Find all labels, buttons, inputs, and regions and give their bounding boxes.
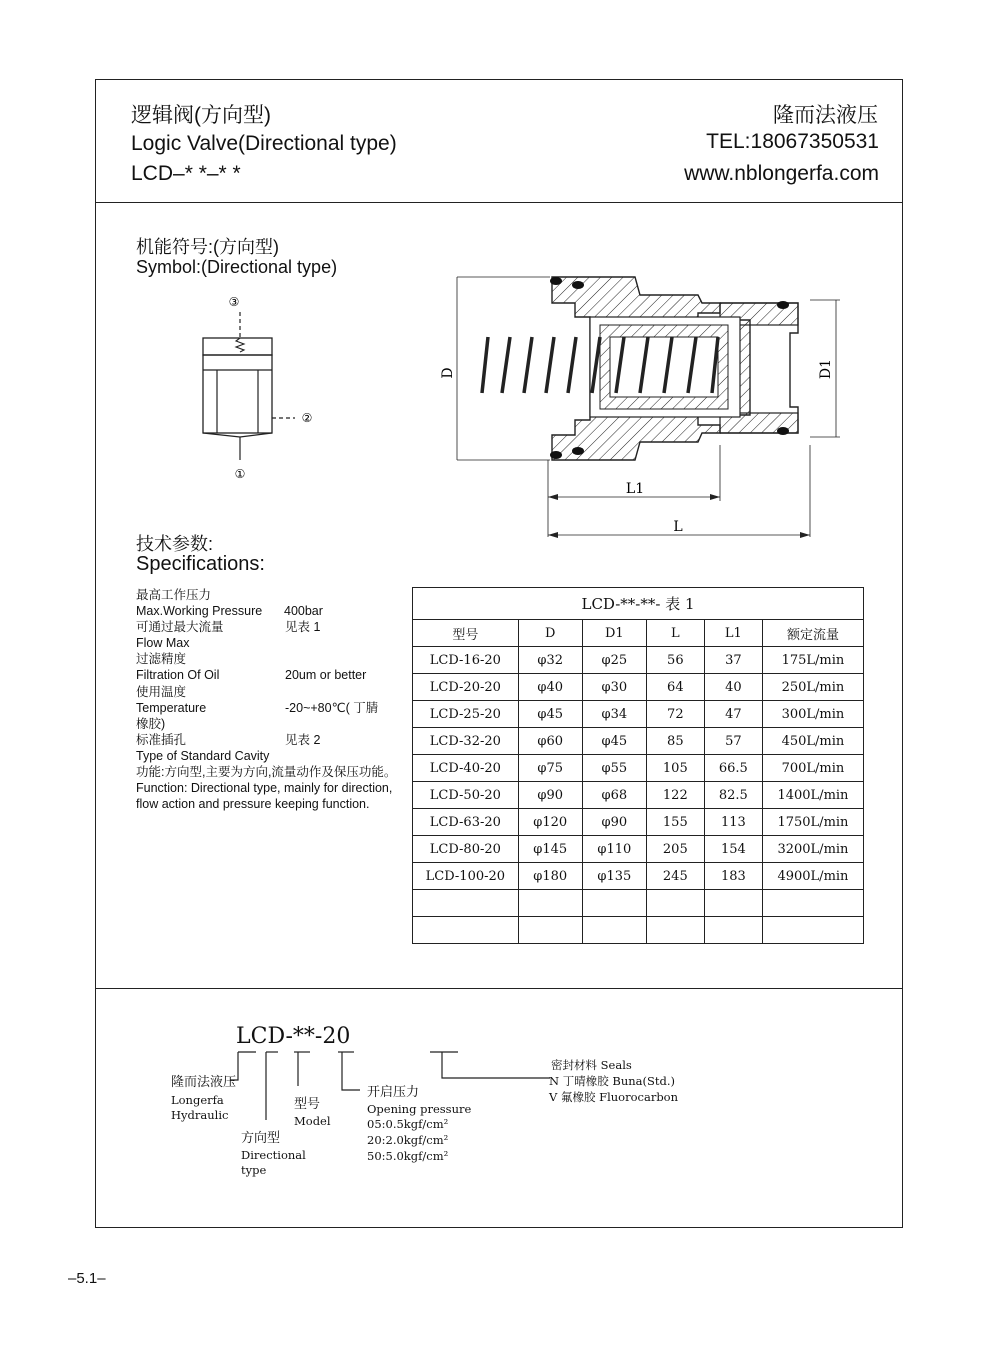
table-row	[413, 728, 864, 755]
table-cell: φ75	[518, 755, 582, 782]
dim-D-label: D	[440, 367, 456, 379]
pressure-option-50: 50:5.0kgf/cm²	[367, 1149, 449, 1163]
table-cell: 82.5	[704, 782, 762, 809]
table-row	[413, 836, 864, 863]
table-cell	[413, 917, 519, 944]
table-cell: 450L/min	[762, 728, 863, 755]
table-cell: φ25	[582, 647, 646, 674]
footer-divider	[95, 988, 903, 989]
table-cell: 37	[704, 647, 762, 674]
table-row	[413, 917, 864, 944]
company-website[interactable]: www.nblongerfa.com	[684, 162, 879, 185]
spec-flow-en: Flow Max	[136, 636, 190, 651]
table-cell: LCD-40-20	[413, 755, 519, 782]
table-cell: 700L/min	[762, 755, 863, 782]
model-code: LCD–* *–* *	[131, 162, 241, 185]
table-cell: φ90	[518, 782, 582, 809]
type-cn: 方向型	[241, 1131, 281, 1146]
table-cell: 47	[704, 701, 762, 728]
table-cell: φ55	[582, 755, 646, 782]
table-cell: 154	[704, 836, 762, 863]
spec-cavity-cn: 标准插孔	[136, 732, 187, 747]
table-cell: LCD-63-20	[413, 809, 519, 836]
spec-pressure-cn: 最高工作压力	[136, 588, 212, 602]
table-cell	[582, 917, 646, 944]
table-cell: φ32	[518, 647, 582, 674]
table-cell: 85	[646, 728, 704, 755]
table-cell	[762, 917, 863, 944]
table-cell: LCD-100-20	[413, 863, 519, 890]
table-cell: 57	[704, 728, 762, 755]
table-row	[413, 809, 864, 836]
table-cell	[582, 890, 646, 917]
table-cell: 1750L/min	[762, 809, 863, 836]
dimension-table	[412, 587, 864, 944]
model-en: Model	[294, 1114, 331, 1128]
table-cell: φ110	[582, 836, 646, 863]
spec-temp-en: Temperature	[136, 700, 207, 715]
valve-section-drawing	[420, 265, 850, 550]
table-cell: 245	[646, 863, 704, 890]
table-cell	[704, 917, 762, 944]
table-cell	[646, 917, 704, 944]
brand-en-1: Longerfa	[171, 1093, 224, 1107]
spec-cavity-value: 见表 2	[285, 732, 321, 747]
table-cell: φ40	[518, 674, 582, 701]
table-row	[413, 782, 864, 809]
spec-filter-en: Filtration Of Oil	[136, 668, 220, 683]
spec-function-en: Function: Directional type, mainly for direction, flow action and pressure keeping function.	[136, 781, 393, 812]
table-cell: 122	[646, 782, 704, 809]
symbol-title-en: Symbol:(Directional type)	[136, 257, 338, 277]
specs-title-en: Specifications:	[136, 553, 265, 575]
table-cell: φ34	[582, 701, 646, 728]
table-row	[413, 701, 864, 728]
table-cell: 56	[646, 647, 704, 674]
table-cell: 72	[646, 701, 704, 728]
seal-option-v: V 氟橡胶 Fluorocarbon	[549, 1090, 679, 1104]
spec-filter-value: 20um or better	[285, 668, 367, 683]
table-row	[413, 755, 864, 782]
table-header-cell: 额定流量	[762, 620, 863, 647]
table-header-cell: L1	[704, 620, 762, 647]
pressure-option-05: 05:0.5kgf/cm²	[367, 1117, 449, 1131]
table-cell: φ90	[582, 809, 646, 836]
table-cell: 113	[704, 809, 762, 836]
table-cell: φ68	[582, 782, 646, 809]
dim-L1-label: L1	[625, 481, 645, 497]
table-cell: 1400L/min	[762, 782, 863, 809]
table-cell: LCD-20-20	[413, 674, 519, 701]
page-number: –5.1–	[68, 1270, 106, 1287]
spec-cavity-en: Type of Standard Cavity	[136, 748, 270, 763]
table-row	[413, 863, 864, 890]
company-tel: TEL:18067350531	[706, 130, 879, 153]
table-cell: 155	[646, 809, 704, 836]
table-cell: φ180	[518, 863, 582, 890]
spec-temp-value-cont: 橡胶)	[136, 716, 166, 731]
table-cell: 175L/min	[762, 647, 863, 674]
spec-function-cn: 功能:方向型,主要为方向,流量动作及保压功能。	[136, 765, 397, 780]
table-caption: LCD-**-**- 表 1	[413, 588, 864, 620]
table-cell	[762, 890, 863, 917]
table-cell: φ45	[582, 728, 646, 755]
table-row	[413, 890, 864, 917]
symbol-title-cn: 机能符号:(方向型)	[136, 237, 279, 257]
table-cell: 64	[646, 674, 704, 701]
table-cell: 3200L/min	[762, 836, 863, 863]
table-cell: 205	[646, 836, 704, 863]
table-cell	[704, 890, 762, 917]
table-cell: 66.5	[704, 755, 762, 782]
spec-filter-cn: 过滤精度	[136, 652, 187, 667]
spec-temp-cn: 使用温度	[136, 684, 187, 699]
table-header-cell: D1	[582, 620, 646, 647]
specs-list	[136, 587, 398, 812]
spec-pressure-value: 400bar	[284, 604, 323, 619]
table-cell: 183	[704, 863, 762, 890]
table-cell: φ145	[518, 836, 582, 863]
model-cn: 型号	[294, 1097, 321, 1112]
table-cell	[518, 890, 582, 917]
opening-pressure-en: Opening pressure	[367, 1102, 472, 1116]
table-cell: LCD-80-20	[413, 836, 519, 863]
title-cn: 逻辑阀(方向型)	[131, 104, 271, 127]
company-name: 隆而法液压	[773, 104, 878, 127]
table-cell: 105	[646, 755, 704, 782]
table-cell: LCD-50-20	[413, 782, 519, 809]
spec-pressure-en: Max.Working Pressure	[136, 604, 263, 619]
type-en-2: type	[241, 1163, 267, 1177]
header-divider	[95, 202, 903, 203]
table-cell: φ60	[518, 728, 582, 755]
table-cell	[413, 890, 519, 917]
opening-pressure-cn: 开启压力	[367, 1085, 420, 1100]
table-header-cell: D	[518, 620, 582, 647]
table-cell: φ45	[518, 701, 582, 728]
table-cell: φ135	[582, 863, 646, 890]
seal-option-n: N 丁晴橡胶 Buna(Std.)	[549, 1074, 675, 1088]
table-cell: φ120	[518, 809, 582, 836]
title-en: Logic Valve(Directional type)	[131, 132, 397, 155]
port-2-label: ②	[301, 411, 313, 425]
table-cell	[518, 917, 582, 944]
brand-cn: 隆而法液压	[171, 1075, 237, 1090]
table-cell: LCD-16-20	[413, 647, 519, 674]
hydraulic-symbol-diagram	[195, 290, 325, 485]
port-3-label: ③	[228, 295, 240, 309]
specs-title-cn: 技术参数:	[136, 534, 214, 554]
table-cell: 40	[704, 674, 762, 701]
table-cell: 250L/min	[762, 674, 863, 701]
spec-flow-value: 见表 1	[285, 620, 321, 635]
table-cell: LCD-32-20	[413, 728, 519, 755]
table-row	[413, 647, 864, 674]
port-1-label: ①	[234, 467, 246, 481]
spec-flow-cn: 可通过最大流量	[136, 620, 224, 635]
table-row	[413, 674, 864, 701]
table-cell: 4900L/min	[762, 863, 863, 890]
table-cell: LCD-25-20	[413, 701, 519, 728]
order-code: LCD-**-20	[236, 1024, 351, 1049]
table-header-cell: L	[646, 620, 704, 647]
dim-D1-label: D1	[818, 358, 834, 380]
table-cell: 300L/min	[762, 701, 863, 728]
brand-en-2: Hydraulic	[171, 1108, 229, 1122]
table-cell: φ30	[582, 674, 646, 701]
seals-title: 密封材料 Seals	[551, 1058, 632, 1072]
spec-temp-value: -20~+80℃( 丁腈	[285, 700, 379, 715]
type-en-1: Directional	[241, 1148, 306, 1162]
pressure-option-20: 20:2.0kgf/cm²	[367, 1133, 449, 1147]
dim-L-label: L	[673, 519, 683, 535]
table-header-cell: 型号	[413, 620, 519, 647]
table-cell	[646, 890, 704, 917]
